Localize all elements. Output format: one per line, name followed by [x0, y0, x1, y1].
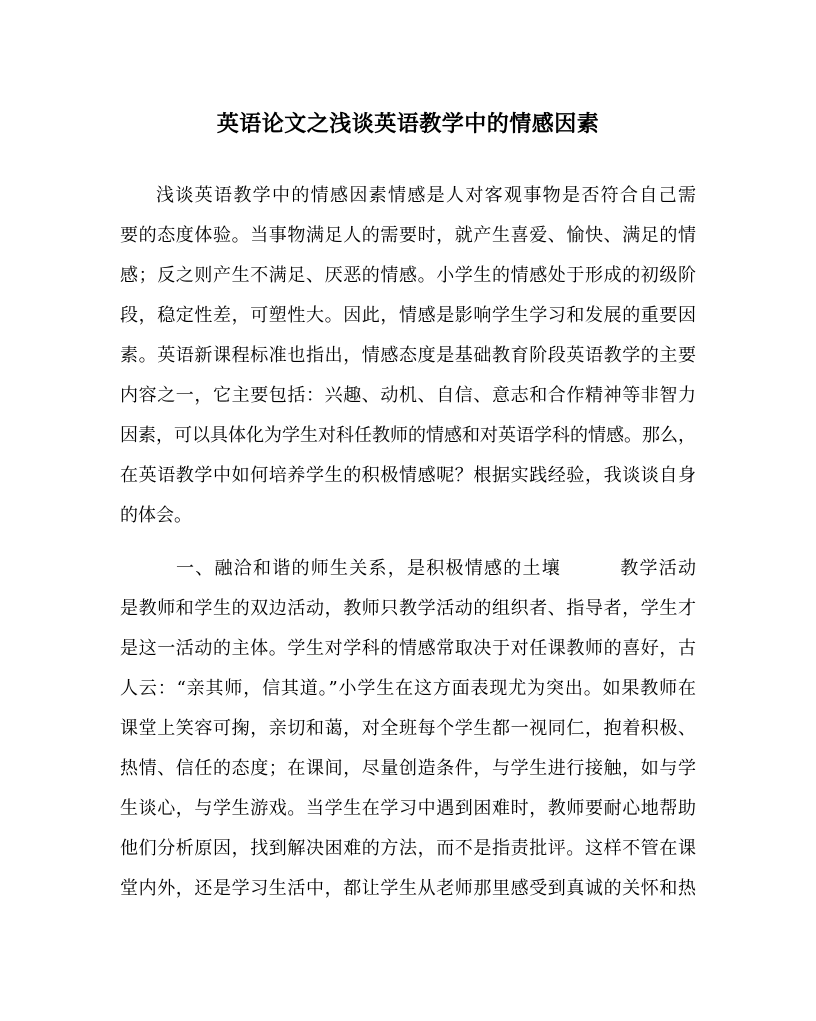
paragraph-line: 是教师和学生的双边活动，教师只教学活动的组织者、指导者，学生才 — [120, 598, 696, 619]
paragraph-line: 他们分析原因，找到解决困难的方法，而不是指责批评。这样不管在课 — [120, 838, 696, 859]
paragraph-line: 因素，可以具体化为学生对科任教师的情感和对英语学科的情感。那么， — [120, 425, 696, 446]
paragraph-line: 课堂上笑容可掬，亲切和蔼，对全班每个学生都一视同仁，抱着积极、 — [120, 718, 696, 739]
document-title: 英语论文之浅谈英语教学中的情感因素 — [216, 111, 600, 137]
paragraph-line: 热情、信任的态度；在课间，尽量创造条件，与学生进行接触，如与学 — [120, 758, 696, 779]
paragraph-line: 要的态度体验。当事物满足人的需要时，就产生喜爱、愉快、满足的情 — [120, 225, 696, 246]
section-heading: 一、融洽和谐的师生关系，是积极情感的土壤 — [176, 558, 561, 579]
paragraph-line: 感；反之则产生不满足、厌恶的情感。小学生的情感处于形成的初级阶 — [120, 265, 696, 286]
paragraph-line: 素。英语新课程标准也指出，情感态度是基础教育阶段英语教学的主要 — [120, 345, 696, 366]
paragraph-line: 堂内外，还是学习生活中，都让学生从老师那里感受到真诚的关怀和热 — [120, 878, 696, 899]
section-heading-line — [176, 549, 696, 589]
paragraph-line: 人云：“亲其师，信其道。”小学生在这方面表现尤为突出。如果教师在 — [120, 678, 696, 699]
paragraph-line: 段，稳定性差，可塑性大。因此，情感是影响学生学习和发展的重要因 — [120, 305, 696, 326]
paragraph-line: 的体会。 — [120, 505, 192, 526]
paragraph-line: 是这一活动的主体。学生对学科的情感常取决于对任课教师的喜好，古 — [120, 638, 696, 659]
paragraph-line: 在英语教学中如何培养学生的积极情感呢？根据实践经验，我谈谈自身 — [120, 465, 696, 486]
paragraph-line: 浅谈英语教学中的情感因素情感是人对客观事物是否符合自己需 — [156, 185, 696, 206]
paragraph-line: 内容之一，它主要包括：兴趣、动机、自信、意志和合作精神等非智力 — [120, 385, 696, 406]
section-lead-text: 教学活动 — [619, 558, 696, 579]
paragraph-line: 生谈心，与学生游戏。当学生在学习中遇到困难时，教师要耐心地帮助 — [120, 798, 696, 819]
